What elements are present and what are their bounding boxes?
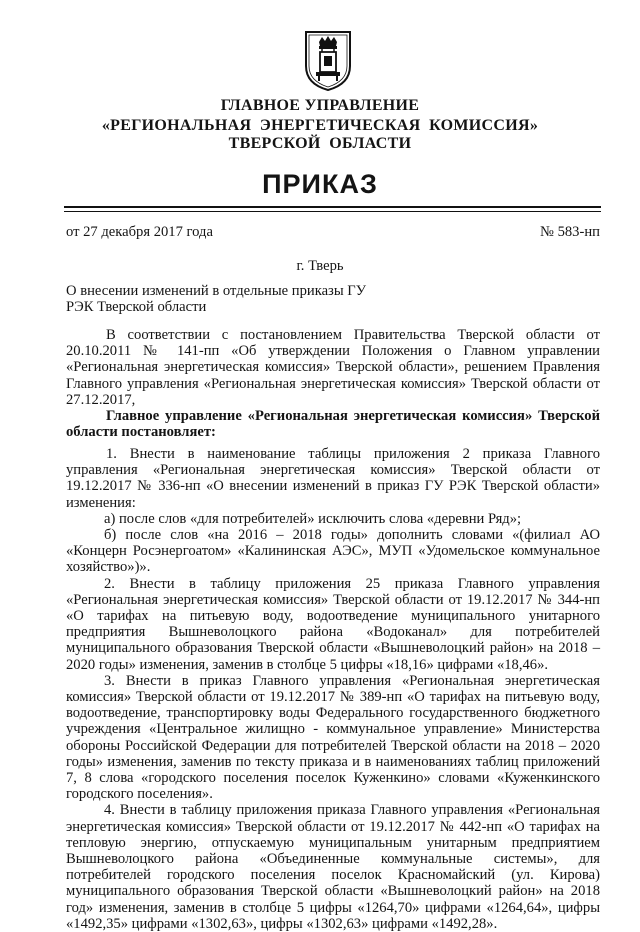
order-date: от 27 декабря 2017 года <box>66 224 213 240</box>
item-1-a: а) после слов «для потребителей» исключить слова «деревни Ряд»; <box>104 510 522 527</box>
header-line-3: ТВЕРСКОЙ ОБЛАСТИ <box>228 135 412 152</box>
order-items <box>66 446 600 932</box>
resolution-heading <box>66 408 600 440</box>
preamble-text: В соответствии с постановлением Правительства Тверской области от 20.10.2011 № 141-пп «Об утверждении Положения о Главном управлении «Региональная энергетическая комиссия» Тверской области», решением Правления Главного управления «Региональная энергетическая комиссия» Тверской области от 27.12.2017, <box>66 327 600 408</box>
header-divider-thin <box>64 211 601 212</box>
order-number: № 583-нп <box>540 224 600 240</box>
preamble <box>66 327 600 408</box>
header-line-1: ГЛАВНОЕ УПРАВЛЕНИЕ <box>220 97 420 114</box>
resolution-text: Главное управление «Региональная энергетическая комиссия» Тверской области постановляет: <box>66 408 600 441</box>
city: г. Тверь <box>296 258 344 274</box>
subject-line-2: РЭК Тверской области <box>66 299 207 315</box>
item-2: 2. Внести в таблицу приложения 25 приказа Главного управления «Региональная энергетическая комиссия» Тверской области от 19.12.2017 № 344-нп «О тарифах на питьевую воду, водоотведение муниципального унитарного предприятия Вышневолоцкого района «Водоканал» для потребителей муниципального образования Тверской области «Вышневолоцкий район» на 2018 – 2020 годы» изменения, заменив в столбце 5 цифры «18,16» цифрами «18,46». <box>66 575 600 673</box>
header-line-2: «РЕГИОНАЛЬНАЯ ЭНЕРГЕТИЧЕСКАЯ КОМИССИЯ» <box>101 117 539 134</box>
item-1: 1. Внести в наименование таблицы приложения 2 приказа Главного управления «Региональная энергетическая комиссия» Тверской области от 19.12.2017 № 336-нп «О внесении изменений в приказ ГУ РЭК Тверской области» изменения: <box>66 446 600 511</box>
subject-line-1: О внесении изменений в отдельные приказы ГУ <box>66 283 367 299</box>
coat-of-arms-emblem <box>302 28 354 92</box>
item-4: 4. Внести в таблицу приложения приказа Главного управления «Региональная энергетическая комиссия» Тверской области от 19.12.2017 № 442-нп «О тарифах на тепловую энергию, отпускаемую муниципальным унитарным предприятием Вышневолоцкого района «Объединенные коммунальные системы», для потребителей городского поселения поселок Красномайский (ул. Кирова) муниципального образования Тверской области «Вышневолоцкий район» на 2018 год» изменения, заменив в столбце 5 цифры «1264,70» цифрами «1264,64», цифры «1492,35» цифрами «1302,63», цифры «1302,63» цифрами «1492,28». <box>66 802 600 932</box>
item-3: 3. Внести в приказ Главного управления «Региональная энергетическая комиссия» Тверской области от 19.12.2017 № 389-нп «О тарифах на питьевую воду, водоотведение, транспортировку воды Федерального государственного бюджетного учреждения «Центральное жилищно - коммунальное управление» Министерства обороны Российской Федерации для потребителей Тверской области на 2018 – 2020 годы» изменения, заменив по тексту приказа и в наименованиях таблиц приложений 7, 8 слова «городского поселения поселок Куженкино» словами «Куженкинского городского поселения». <box>66 672 600 803</box>
header-divider-thick <box>64 206 601 208</box>
item-1-b: б) после слов «на 2016 – 2018 годы» дополнить словами «(филиал АО «Концерн Росэнергоатом» «Калининская АЭС», МУП «Удомельское коммунальное хозяйство»)». <box>66 527 600 576</box>
document-type-title: ПРИКАЗ <box>262 169 378 199</box>
